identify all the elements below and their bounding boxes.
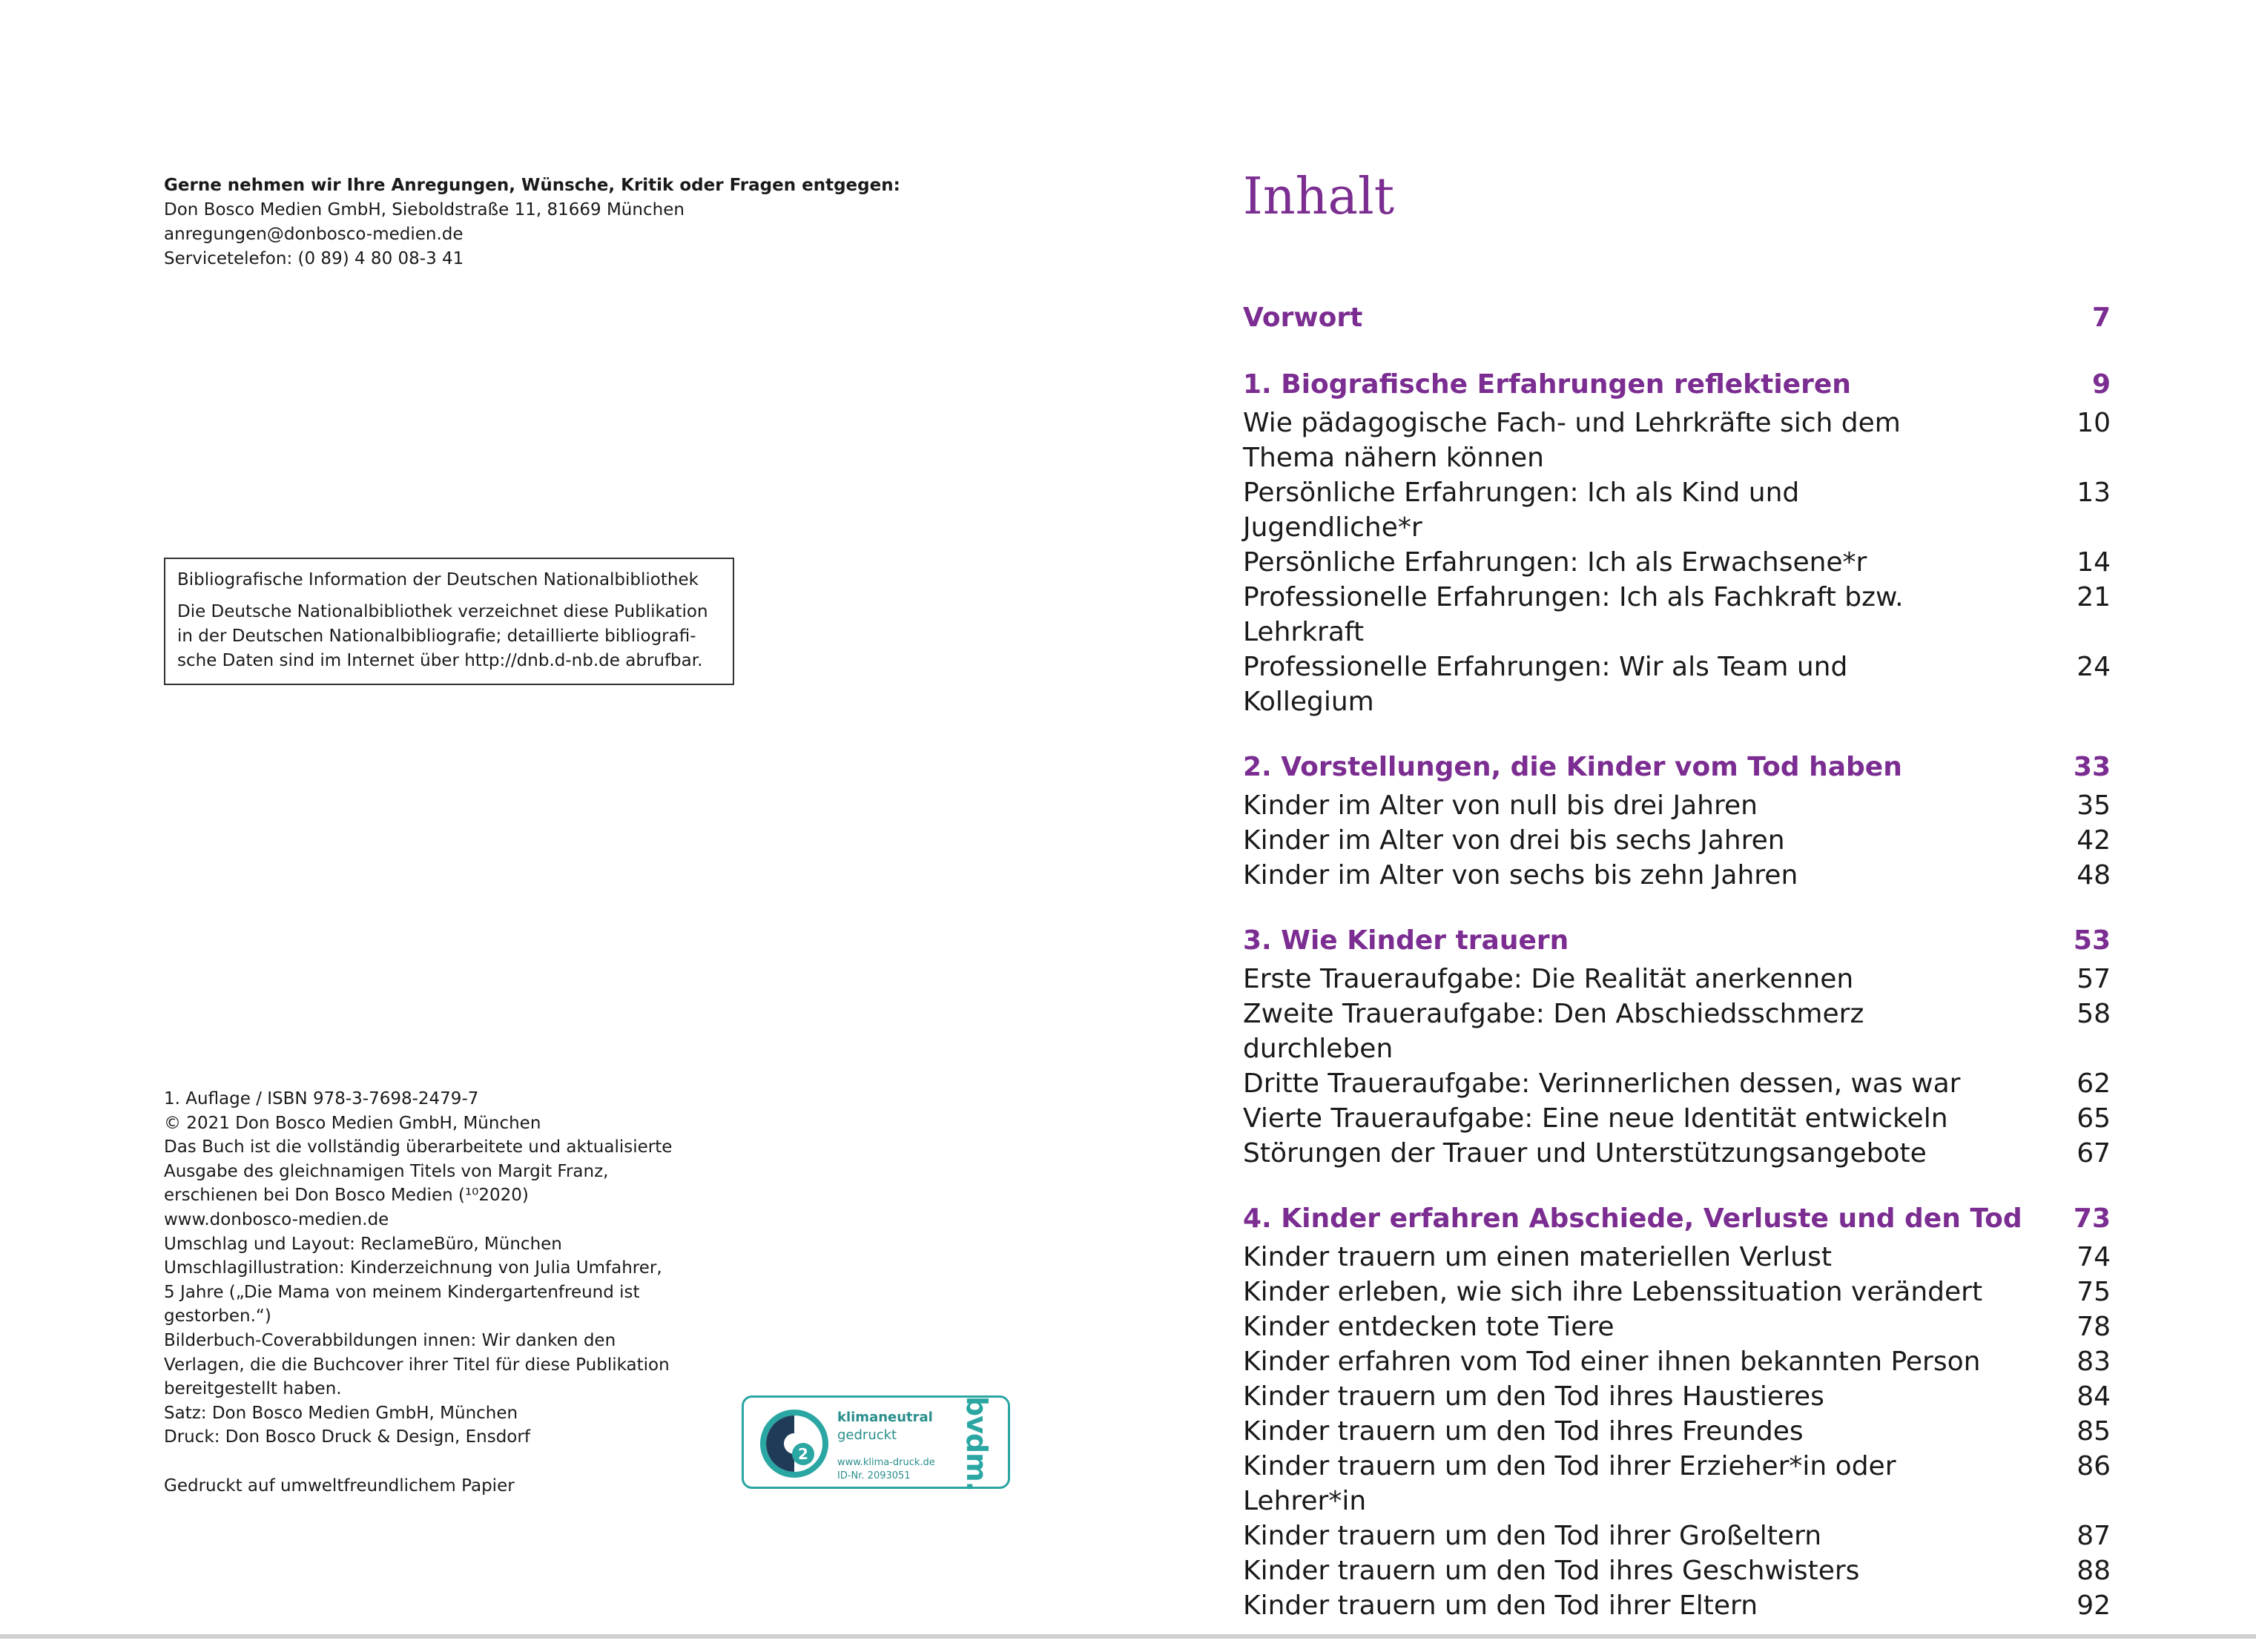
toc-entry xyxy=(1243,545,2111,580)
imprint-line: 5 Jahre („Die Mama von meinem Kindergartenfreund ist xyxy=(164,1282,640,1302)
badge-subtitle: gedruckt xyxy=(837,1427,897,1443)
toc-entry-label: Persönliche Erfahrungen: Ich als Kind und Jugendliche*r xyxy=(1243,478,1800,543)
toc-entry-page: 83 xyxy=(2077,1347,2111,1377)
imprint-line: Verlagen, die die Buchcover ihrer Titel für diese Publikation xyxy=(164,1355,670,1375)
badge-url: www.klima-druck.de xyxy=(837,1457,935,1468)
toc-chapter-heading xyxy=(1243,922,2111,959)
toc-chapter-title: 3. Wie Kinder trauern xyxy=(1243,925,1569,956)
biblio-title: Bibliografische Information der Deutschen Nationalbibliothek xyxy=(177,570,699,589)
toc-entry-label: Kinder trauern um den Tod ihres Haustieres xyxy=(1243,1381,1824,1412)
toc-chapter-title: 1. Biografische Erfahrungen reflektieren xyxy=(1243,369,1851,400)
toc-entry xyxy=(1243,580,2111,650)
toc-chapter-page: 73 xyxy=(2073,1203,2111,1234)
toc-entry-label: Kinder trauern um den Tod ihres Geschwisters xyxy=(1243,1556,1860,1586)
toc-chapter-title: 2. Vorstellungen, die Kinder vom Tod haben xyxy=(1243,752,1902,782)
toc-entry-label: Kinder trauern um den Tod ihrer Großeltern xyxy=(1243,1521,1822,1551)
co2-logo-icon xyxy=(759,1408,830,1479)
toc-section xyxy=(1243,1200,2111,1623)
toc-chapter-page: 9 xyxy=(2091,369,2111,400)
toc-entry-label: Kinder erfahren vom Tod einer ihnen bekannten Person xyxy=(1243,1347,1981,1377)
page-bottom-divider xyxy=(0,1634,2256,1639)
toc-entry-page: 92 xyxy=(2077,1590,2111,1621)
toc-entry xyxy=(1243,1414,2111,1449)
toc-entry-label: Kinder trauern um den Tod ihrer Eltern xyxy=(1243,1590,1758,1621)
imprint-line: Umschlag und Layout: ReclameBüro, München xyxy=(164,1234,562,1254)
toc-entry-label: Professionelle Erfahrungen: Wir als Team und Kollegium xyxy=(1243,652,1848,717)
bvdm-logo: bvdm. xyxy=(960,1395,993,1492)
toc-section xyxy=(1243,922,2111,1171)
contact-block xyxy=(164,174,900,271)
contact-email: anregungen@donbosco-medien.de xyxy=(164,225,464,244)
toc-entry-label: Kinder trauern um den Tod ihrer Erzieher*in oder Lehrer*in xyxy=(1243,1451,1896,1516)
toc-entry-label: Störungen der Trauer und Unterstützungsangebote xyxy=(1243,1138,1927,1169)
toc-entry xyxy=(1243,1344,2111,1379)
toc-entry-label: Kinder im Alter von null bis drei Jahren xyxy=(1243,790,1758,821)
co2-subscript: 2 xyxy=(798,1445,808,1463)
toc-entry-page: 87 xyxy=(2077,1521,2111,1551)
toc-entry-page: 85 xyxy=(2077,1416,2111,1447)
toc-chapter-heading xyxy=(1243,748,2111,786)
toc-entry xyxy=(1243,1240,2111,1275)
toc-entry-label: Kinder im Alter von drei bis sechs Jahren xyxy=(1243,825,1785,856)
toc-entry xyxy=(1243,475,2111,545)
toc-entry-label: Kinder erleben, wie sich ihre Lebenssituation verändert xyxy=(1243,1277,1983,1307)
imprint-line: 1. Auflage / ISBN 978-3-7698-2479-7 xyxy=(164,1089,479,1109)
toc-section xyxy=(1243,299,2111,337)
toc-section xyxy=(1243,366,2111,719)
biblio-line: Die Deutsche Nationalbibliothek verzeichnet diese Publikation xyxy=(177,602,708,621)
toc-entry-page: 42 xyxy=(2077,825,2111,856)
imprint-line: gestorben.“) xyxy=(164,1306,271,1326)
toc-entry xyxy=(1243,1553,2111,1588)
badge-id: ID-Nr. 2093051 xyxy=(837,1470,911,1481)
toc-entry-page: 88 xyxy=(2077,1556,2111,1586)
imprint-line: Umschlagillustration: Kinderzeichnung von Julia Umfahrer, xyxy=(164,1258,662,1278)
contact-phone: Servicetelefon: (0 89) 4 80 08-3 41 xyxy=(164,249,464,268)
toc-entry-page: 78 xyxy=(2077,1312,2111,1342)
toc-entry xyxy=(1243,858,2111,893)
toc-entry-label: Wie pädagogische Fach- und Lehrkräfte sich dem Thema nähern können xyxy=(1243,408,1901,473)
bibliographic-info-box xyxy=(164,558,734,685)
toc-entry xyxy=(1243,1379,2111,1414)
toc-entry xyxy=(1243,1136,2111,1171)
toc-entry xyxy=(1243,1588,2111,1623)
toc-chapter-page: 33 xyxy=(2073,752,2111,782)
biblio-line: in der Deutschen Nationalbibliografie; detaillierte bibliografi- xyxy=(177,627,696,646)
table-of-contents xyxy=(1243,299,2111,1652)
imprint-line: © 2021 Don Bosco Medien GmbH, München xyxy=(164,1113,541,1133)
toc-entry-label: Zweite Traueraufgabe: Den Abschiedsschmerz durchleben xyxy=(1243,999,1864,1064)
left-page xyxy=(0,0,1128,1639)
toc-entry-page: 21 xyxy=(2077,582,2111,612)
toc-entry-page: 10 xyxy=(2077,408,2111,438)
toc-title: Inhalt xyxy=(1243,168,1395,226)
toc-chapter-page: 53 xyxy=(2073,925,2111,956)
toc-entry-page: 62 xyxy=(2077,1068,2111,1099)
toc-entry xyxy=(1243,962,2111,997)
toc-entry-label: Vierte Traueraufgabe: Eine neue Identität entwickeln xyxy=(1243,1103,1948,1134)
toc-entry xyxy=(1243,406,2111,475)
toc-entry-label: Dritte Traueraufgabe: Verinnerlichen dessen, was war xyxy=(1243,1068,1961,1099)
toc-entry-label: Persönliche Erfahrungen: Ich als Erwachsene*r xyxy=(1243,547,1867,578)
toc-entry-page: 84 xyxy=(2077,1381,2111,1412)
toc-entry-page: 86 xyxy=(2077,1451,2111,1481)
toc-entry-page: 57 xyxy=(2077,964,2111,994)
imprint-line: erschienen bei Don Bosco Medien (¹⁰2020) xyxy=(164,1186,529,1206)
imprint-line: Druck: Don Bosco Druck & Design, Ensdorf xyxy=(164,1427,530,1447)
imprint-block xyxy=(164,1087,672,1499)
climate-neutral-badge xyxy=(742,1395,1010,1492)
toc-chapter-heading xyxy=(1243,1200,2111,1238)
toc-entry-page: 65 xyxy=(2077,1103,2111,1134)
toc-entry-page: 67 xyxy=(2077,1138,2111,1169)
contact-address: Don Bosco Medien GmbH, Sieboldstraße 11, 81669 München xyxy=(164,200,685,219)
toc-entry xyxy=(1243,823,2111,858)
toc-entry-page: 74 xyxy=(2077,1242,2111,1272)
imprint-line: www.donbosco-medien.de xyxy=(164,1209,389,1229)
toc-chapter-heading xyxy=(1243,366,2111,403)
toc-entry-label: Kinder trauern um einen materiellen Verlust xyxy=(1243,1242,1832,1272)
imprint-line: Ausgabe des gleichnamigen Titels von Margit Franz, xyxy=(164,1161,609,1181)
toc-chapter-title: 4. Kinder erfahren Abschiede, Verluste und den Tod xyxy=(1243,1203,2022,1234)
toc-entry xyxy=(1243,1519,2111,1553)
toc-entry-page: 13 xyxy=(2077,478,2111,508)
toc-entry-label: Kinder entdecken tote Tiere xyxy=(1243,1312,1615,1342)
imprint-spacer xyxy=(164,1450,672,1474)
toc-section xyxy=(1243,748,2111,893)
toc-entry-page: 75 xyxy=(2077,1277,2111,1307)
biblio-line: sche Daten sind im Internet über http://dnb.d-nb.de abrufbar. xyxy=(177,651,703,670)
toc-entry-page: 24 xyxy=(2077,652,2111,682)
imprint-line: Satz: Don Bosco Medien GmbH, München xyxy=(164,1403,518,1423)
badge-title: klimaneutral xyxy=(837,1410,933,1425)
toc-entry-page: 14 xyxy=(2077,547,2111,578)
toc-entry-page: 58 xyxy=(2077,999,2111,1029)
toc-entry xyxy=(1243,1309,2111,1344)
toc-entry-label: Kinder im Alter von sechs bis zehn Jahren xyxy=(1243,860,1798,891)
toc-entry xyxy=(1243,650,2111,719)
toc-chapter-heading xyxy=(1243,299,2111,337)
toc-entry-label: Kinder trauern um den Tod ihres Freundes xyxy=(1243,1416,1804,1447)
toc-chapter-title: Vorwort xyxy=(1243,303,1363,333)
imprint-line: Bilderbuch-Coverabbildungen innen: Wir danken den xyxy=(164,1330,616,1350)
imprint-line: Das Buch ist die vollständig überarbeitete und aktualisierte xyxy=(164,1137,673,1157)
paper-note: Gedruckt auf umweltfreundlichem Papier xyxy=(164,1476,515,1496)
toc-entry xyxy=(1243,1275,2111,1309)
toc-entry xyxy=(1243,1449,2111,1519)
imprint-line: bereitgestellt haben. xyxy=(164,1379,342,1399)
toc-entry xyxy=(1243,997,2111,1066)
contact-heading: Gerne nehmen wir Ihre Anregungen, Wünsche, Kritik oder Fragen entgegen: xyxy=(164,176,900,195)
toc-entry xyxy=(1243,1066,2111,1101)
toc-chapter-page: 7 xyxy=(2091,303,2111,333)
toc-entry-label: Professionelle Erfahrungen: Ich als Fachkraft bzw. Lehrkraft xyxy=(1243,582,1904,647)
toc-entry-page: 48 xyxy=(2077,860,2111,891)
toc-entry-label: Erste Traueraufgabe: Die Realität anerkennen xyxy=(1243,964,1854,994)
toc-entry-page: 35 xyxy=(2077,790,2111,821)
toc-entry xyxy=(1243,788,2111,823)
right-page xyxy=(1128,0,2256,1639)
toc-entry xyxy=(1243,1101,2111,1136)
